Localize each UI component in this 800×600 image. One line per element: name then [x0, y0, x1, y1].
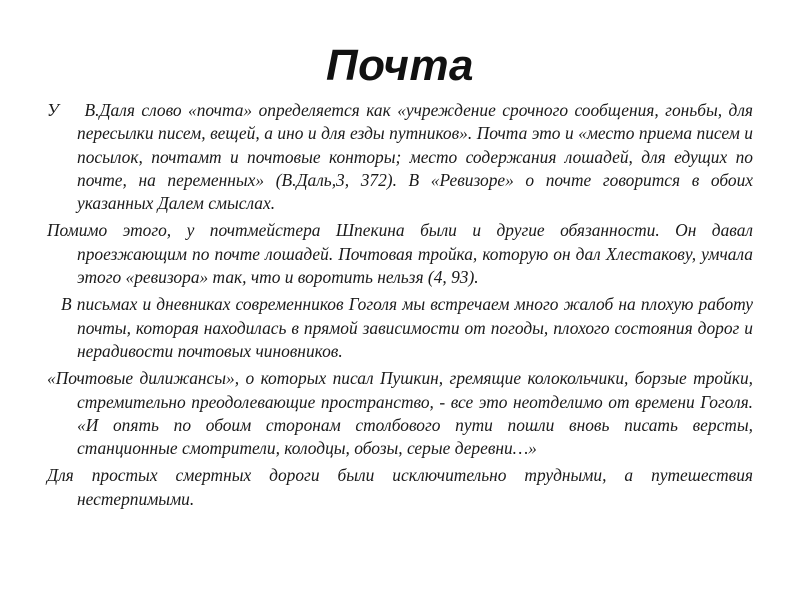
- paragraph-hard-roads: Для простых смертных дороги были исключительно трудными, а путешествия нестерпимыми.: [47, 465, 753, 509]
- paragraph-dal-definition: У В.Даля слово «почта» определяется как «учреждение срочного сообщения, гоньбы, для пересылки писем, вещей, а ино и для езды путников». Почта это и «место приема писем и посылок, почтамт и почтовые конторы; место содержания лошадей, для едущих по почте, на переменных» (В.Даль,3, 372). В «Ревизоре» о почте говорится в обоих указанных Далем смыслах.: [47, 100, 753, 214]
- paragraph-pushkin-diligences: «Почтовые дилижансы», о которых писал Пушкин, гремящие колокольчики, борзые тройки, стремительно преодолевающие пространство, - все это неотделимо от времени Гоголя. «И опять по обоим сторонам столбового пути пошли вновь писать версты, станционные смотрители, колодцы, обозы, серые деревни…»: [47, 368, 753, 459]
- paragraph-complaints: В письмах и дневниках современников Гоголя мы встречаем много жалоб на плохую работу почты, которая находилась в прямой зависимости от погоды, плохого состояния дорог и нерадивости почтовых чиновников.: [61, 294, 753, 361]
- page-title: Почта: [325, 41, 475, 90]
- text-body: [47, 99, 753, 515]
- paragraph-shpekin-duties: Помимо этого, у почтмейстера Шпекина были и другие обязанности. Он давал проезжающим по почте лошадей. Почтовая тройка, которую он дал Хлестакову, умчала этого «ревизора» так, что и воротить нельзя (4, 93).: [47, 220, 753, 288]
